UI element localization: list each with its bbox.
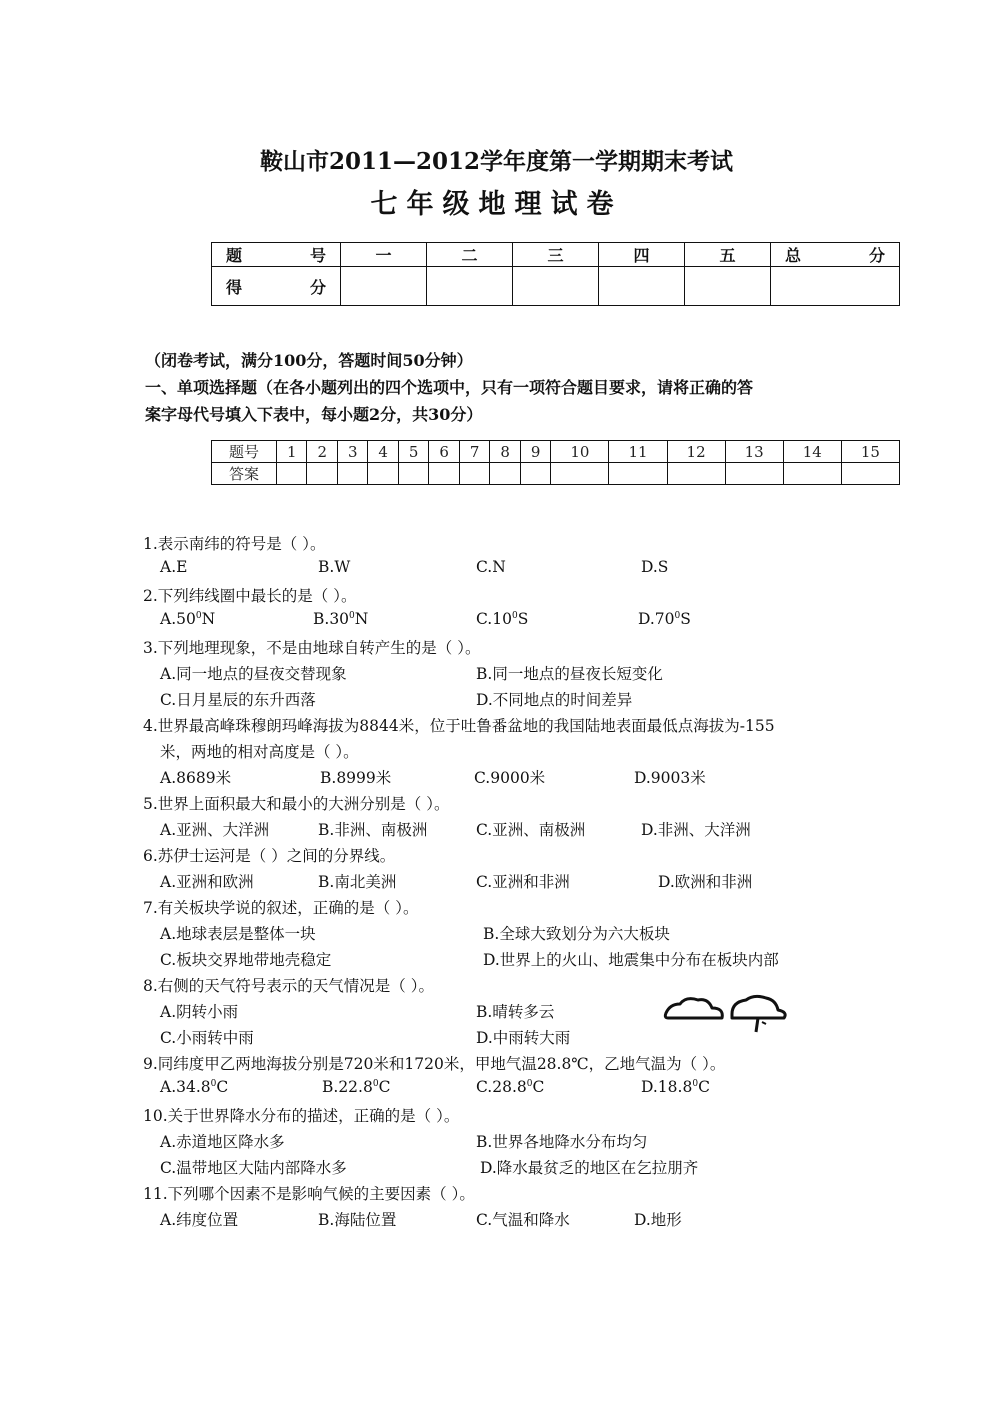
question-10-option-d: D.降水最贫乏的地区在乞拉朋齐: [480, 1159, 699, 1177]
score-header-cell: 二: [427, 243, 513, 267]
question-number-cell: 14: [783, 441, 841, 463]
question-7-option-c: C.板块交界地带地壳稳定: [160, 951, 332, 969]
score-header-cell: 四: [599, 243, 685, 267]
question-number-cell: 13: [725, 441, 783, 463]
question-11-option-b: B.海陆位置: [318, 1211, 397, 1229]
question-10-option-a: A.赤道地区降水多: [160, 1133, 285, 1151]
score-cell[interactable]: [341, 267, 427, 306]
question-number-cell: 4: [368, 441, 398, 463]
section-heading-line2: 案字母代号填入下表中，每小题2分，共30分）: [145, 405, 483, 424]
score-header-cell: 五: [685, 243, 771, 267]
question-6-option-c: C.亚洲和非洲: [476, 873, 570, 891]
score-header-cell: 一: [341, 243, 427, 267]
question-7-stem: 7.有关板块学说的叙述，正确的是（ ）。: [143, 899, 419, 917]
question-6-option-d: D.欧洲和非洲: [658, 873, 753, 891]
question-5-option-d: D.非洲、大洋洲: [641, 821, 751, 839]
question-9-option-c: C.28.8$^0$C: [476, 1078, 545, 1096]
question-1-stem: 1.表示南纬的符号是（ ）。: [143, 535, 326, 553]
answer-cell[interactable]: [368, 463, 398, 485]
question-4-option-c: C.9000米: [474, 769, 546, 787]
question-5-option-c: C.亚洲、南极洲: [476, 821, 586, 839]
question-8-stem: 8.右侧的天气符号表示的天气情况是（ ）。: [143, 977, 434, 995]
answer-cell[interactable]: [337, 463, 367, 485]
question-9-option-d: D.18.8$^0$C: [641, 1078, 710, 1096]
question-7-option-b: B.全球大致划分为六大板块: [483, 925, 670, 943]
question-1-option-a: A.E: [160, 558, 188, 576]
question-8-option-c: C.小雨转中雨: [160, 1029, 254, 1047]
question-7-option-a: A.地球表层是整体一块: [160, 925, 316, 943]
answer-cell[interactable]: [429, 463, 459, 485]
question-4-stem-line2: 米，两地的相对高度是（ ）。: [160, 743, 359, 761]
question-4-option-a: A.8689米: [160, 769, 232, 787]
question-9-option-a: A.34.8$^0$C: [160, 1078, 229, 1096]
question-3-option-b: B.同一地点的昼夜长短变化: [476, 665, 663, 683]
question-4-stem-line1: 4.世界最高峰珠穆朗玛峰海拔为8844米，位于吐鲁番盆地的我国陆地表面最低点海拔为-155: [143, 717, 775, 735]
question-3-option-c: C.日月星辰的东升西落: [160, 691, 316, 709]
question-1-option-d: D.S: [641, 558, 669, 576]
score-table: [211, 242, 900, 306]
score-cell[interactable]: [771, 267, 900, 306]
question-8-option-d: D.中雨转大雨: [476, 1029, 571, 1047]
score-cell[interactable]: [599, 267, 685, 306]
answer-cell[interactable]: [398, 463, 428, 485]
section-heading-line1: 一、单项选择题（在各小题列出的四个选项中，只有一项符合题目要求，请将正确的答: [145, 378, 754, 397]
answer-cell[interactable]: [490, 463, 520, 485]
question-3-option-d: D.不同地点的时间差异: [476, 691, 633, 709]
weather-symbol-icon: [662, 990, 792, 1039]
question-11-option-a: A.纬度位置: [160, 1211, 239, 1229]
question-2-option-a: $A.50^0N$: [160, 610, 216, 628]
question-1-option-c: C.N: [476, 558, 506, 576]
score-cell[interactable]: [427, 267, 513, 306]
answer-cell[interactable]: [459, 463, 489, 485]
question-6-option-a: A.亚洲和欧洲: [160, 873, 254, 891]
question-4-option-b: B.8999米: [320, 769, 392, 787]
answer-cell[interactable]: [725, 463, 783, 485]
answer-cell[interactable]: [520, 463, 550, 485]
question-2-stem: 2.下列纬线圈中最长的是（ ）。: [143, 587, 357, 605]
question-number-cell: 9: [520, 441, 550, 463]
answer-table-number-row: [212, 441, 900, 463]
question-5-option-b: B.非洲、南极洲: [318, 821, 428, 839]
question-2-option-b: $B.30^0N$: [313, 610, 369, 628]
question-number-cell: 8: [490, 441, 520, 463]
question-3-stem: 3.下列地理现象，不是由地球自转产生的是（ ）。: [143, 639, 481, 657]
question-2-option-d: $D.70^0S$: [638, 610, 691, 628]
score-header-cell: 总分: [771, 243, 900, 267]
question-10-stem: 10.关于世界降水分布的描述，正确的是（ ）。: [143, 1107, 460, 1125]
score-header-cell: 题号: [212, 243, 341, 267]
question-8-option-b: B.晴转多云: [476, 1003, 555, 1021]
question-9-stem: 9.同纬度甲乙两地海拔分别是720米和1720米，甲地气温28.8℃，乙地气温为（ ）。: [143, 1055, 726, 1073]
score-table-score-row: [212, 267, 900, 306]
question-10-option-b: B.世界各地降水分布均匀: [476, 1133, 648, 1151]
question-5-stem: 5.世界上面积最大和最小的大洲分别是（ ）。: [143, 795, 450, 813]
answer-table-answer-row: [212, 463, 900, 485]
question-10-option-c: C.温带地区大陆内部降水多: [160, 1159, 347, 1177]
exam-title: 鞍山市2011—2012学年度第一学期期末考试: [259, 148, 734, 175]
question-number-cell: 10: [551, 441, 609, 463]
question-8-option-a: A.阴转小雨: [160, 1003, 239, 1021]
score-cell[interactable]: [685, 267, 771, 306]
question-3-option-a: A.同一地点的昼夜交替现象: [160, 665, 347, 683]
question-7-option-d: D.世界上的火山、地震集中分布在板块内部: [483, 951, 779, 969]
question-number-cell: 15: [841, 441, 899, 463]
question-number-cell: 5: [398, 441, 428, 463]
answer-cell[interactable]: [307, 463, 337, 485]
question-11-option-d: D.地形: [634, 1211, 682, 1229]
answer-cell[interactable]: [609, 463, 667, 485]
score-row-label: 得分: [212, 267, 341, 306]
question-number-cell: 2: [307, 441, 337, 463]
answer-table-header-label: 题号: [212, 441, 277, 463]
score-header-cell: 三: [513, 243, 599, 267]
question-9-option-b: B.22.8$^0$C: [322, 1078, 391, 1096]
question-number-cell: 3: [337, 441, 367, 463]
answer-row-label: 答案: [212, 463, 277, 485]
question-1-option-b: B.W: [318, 558, 351, 576]
question-number-cell: 12: [667, 441, 725, 463]
exam-subtitle: 七年级地理试卷: [370, 189, 623, 220]
question-4-option-d: D.9003米: [634, 769, 706, 787]
question-2-option-c: $C.10^0S$: [476, 610, 529, 628]
answer-cell[interactable]: [783, 463, 841, 485]
answer-cell[interactable]: [277, 463, 307, 485]
answer-cell[interactable]: [841, 463, 899, 485]
question-11-stem: 11.下列哪个因素不是影响气候的主要因素（ ）。: [143, 1185, 475, 1203]
question-5-option-a: A.亚洲、大洋洲: [160, 821, 270, 839]
score-cell[interactable]: [513, 267, 599, 306]
score-table-header-row: [212, 243, 900, 267]
question-6-stem: 6.苏伊士运河是（ ）之间的分界线。: [143, 847, 396, 865]
question-11-option-c: C.气温和降水: [476, 1211, 570, 1229]
answer-cell[interactable]: [551, 463, 609, 485]
answer-table: [211, 440, 900, 485]
question-number-cell: 6: [429, 441, 459, 463]
question-number-cell: 11: [609, 441, 667, 463]
question-number-cell: 7: [459, 441, 489, 463]
question-6-option-b: B.南北美洲: [318, 873, 397, 891]
exam-note: （闭卷考试，满分100分，答题时间50分钟）: [145, 351, 473, 370]
answer-cell[interactable]: [667, 463, 725, 485]
question-number-cell: 1: [277, 441, 307, 463]
